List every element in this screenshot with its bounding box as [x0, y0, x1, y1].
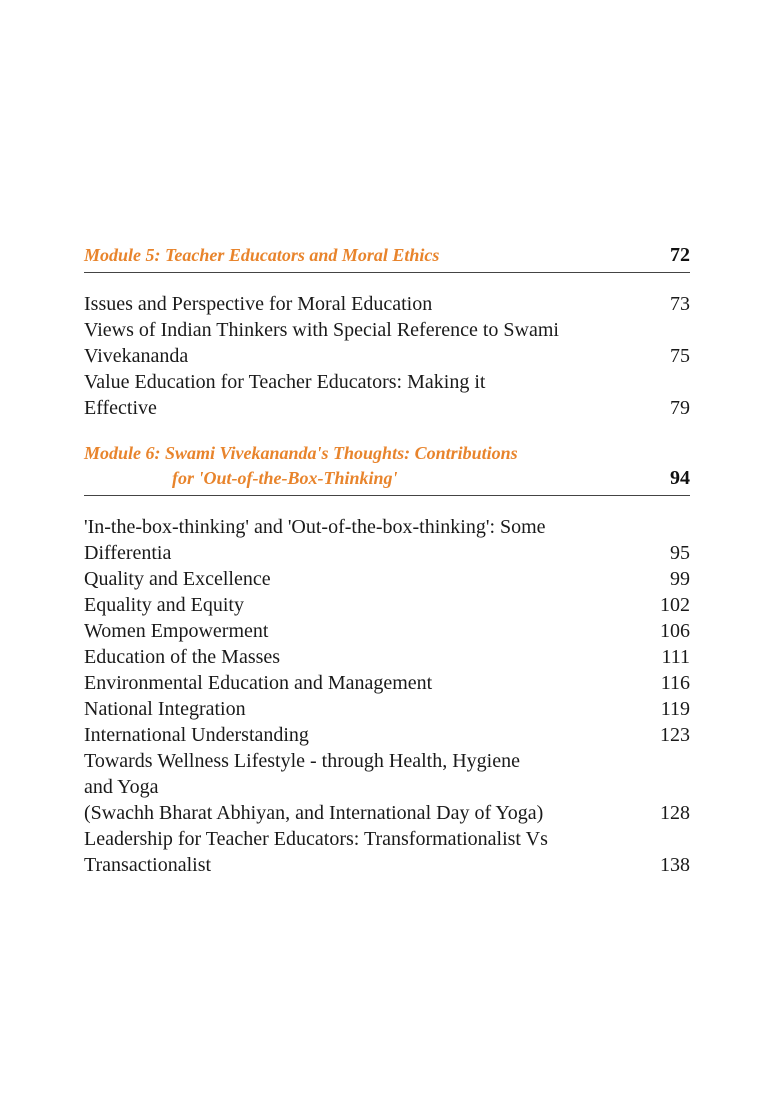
module-title-line: Module 6: Swami Vivekananda's Thoughts: Contributions [84, 443, 518, 463]
toc-entry-page-number: 116 [660, 672, 690, 694]
toc-entry-line: Equality and Equity [84, 594, 244, 616]
toc-entry [84, 291, 690, 317]
toc-entry-line: Differentia [84, 542, 172, 564]
toc-entry-line: Education of the Masses [84, 646, 281, 668]
toc-entry-line: Women Empowerment [84, 620, 269, 642]
toc-entry [84, 722, 690, 748]
module-title-line: Module 5: Teacher Educators and Moral Ethics [84, 245, 440, 265]
toc-entry [84, 369, 690, 421]
toc-entry-line: Quality and Excellence [84, 568, 271, 590]
toc-entry-page-number: 106 [660, 620, 690, 642]
toc-entry-page-number: 128 [660, 802, 690, 824]
toc-entry-line: Views of Indian Thinkers with Special Reference to Swami [84, 319, 559, 341]
toc-entry-page-number: 95 [670, 542, 690, 564]
module-divider [84, 495, 690, 496]
toc-entry-page-number: 99 [670, 568, 690, 590]
module-heading [84, 243, 690, 268]
toc-entry [84, 592, 690, 618]
toc-entry [84, 748, 690, 826]
module-page-number: 72 [670, 244, 690, 266]
spacer [84, 421, 690, 441]
toc-entry [84, 670, 690, 696]
toc-entry-page-number: 73 [670, 293, 690, 315]
toc-entry-line: Transactionalist [84, 854, 212, 876]
toc-entry-line: International Understanding [84, 724, 309, 746]
table-of-contents [84, 243, 690, 878]
toc-entry-page-number: 119 [660, 698, 690, 720]
toc-entry [84, 514, 690, 566]
toc-entry-line: Issues and Perspective for Moral Education [84, 293, 433, 315]
toc-entry-line: Value Education for Teacher Educators: Making it [84, 371, 486, 393]
toc-entry-page-number: 79 [670, 397, 690, 419]
toc-entry-page-number: 111 [661, 646, 690, 668]
toc-entry-line: Vivekananda [84, 345, 189, 367]
toc-entry-line: Effective [84, 397, 157, 419]
toc-entry [84, 566, 690, 592]
toc-entry-line: 'In-the-box-thinking' and 'Out-of-the-box-thinking': Some [84, 516, 546, 538]
toc-entry-line: and Yoga [84, 776, 159, 798]
module-divider [84, 272, 690, 273]
module-title-line: for 'Out-of-the-Box-Thinking' [172, 468, 398, 488]
toc-entry-line: Environmental Education and Management [84, 672, 433, 694]
toc-entry-line: (Swachh Bharat Abhiyan, and International Day of Yoga) [84, 802, 544, 824]
toc-entry-line: Leadership for Teacher Educators: Transformationalist Vs [84, 828, 548, 850]
toc-entry-page-number: 75 [670, 345, 690, 367]
module-page-number: 94 [670, 467, 690, 489]
toc-entry [84, 317, 690, 369]
toc-entry-page-number: 138 [660, 854, 690, 876]
toc-entry [84, 644, 690, 670]
toc-entry-line: Towards Wellness Lifestyle - through Health, Hygiene [84, 750, 520, 772]
toc-entry [84, 618, 690, 644]
toc-entry-page-number: 123 [660, 724, 690, 746]
toc-entry [84, 696, 690, 722]
module-heading [84, 441, 690, 491]
toc-entry-line: National Integration [84, 698, 246, 720]
toc-entry [84, 826, 690, 878]
toc-entry-page-number: 102 [660, 594, 690, 616]
